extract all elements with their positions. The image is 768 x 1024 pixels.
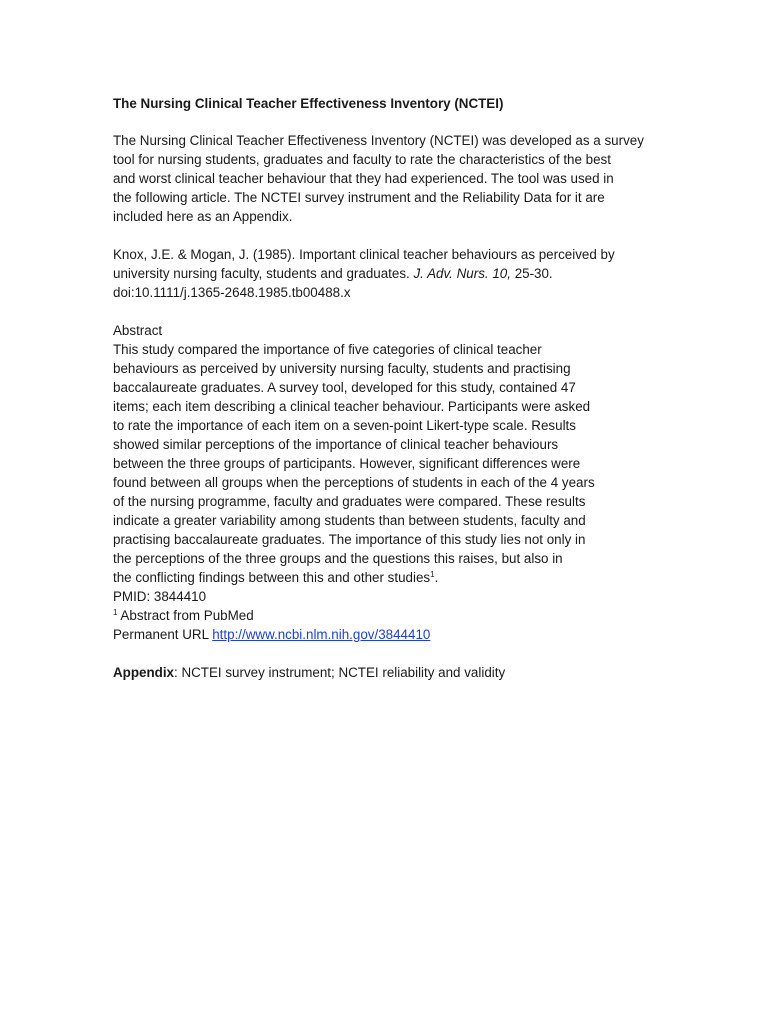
citation-journal: J. Adv. Nurs. 10,	[413, 266, 511, 281]
abstract-line: the perceptions of the three groups and the questions this raises, but also in	[113, 551, 563, 566]
document-page	[113, 94, 658, 701]
abstract-period: .	[434, 570, 439, 585]
citation-source	[113, 264, 658, 283]
abstract-line: between the three groups of participants. However, significant differences were	[113, 456, 581, 471]
citation-doi: doi:10.1111/j.1365-2648.1985.tb00488.x	[113, 285, 351, 300]
citation-pages: 25-30.	[510, 266, 553, 281]
abstract-last-text: the conflicting findings between this and other studies	[113, 570, 431, 585]
abstract-line: This study compared the importance of five categories of clinical teacher	[113, 342, 542, 357]
intro-line: tool for nursing students, graduates and faculty to rate the characteristics of the best	[113, 152, 611, 167]
footnote-marker: 1	[430, 570, 435, 579]
citation-title-end: university nursing faculty, students and graduates.	[113, 266, 414, 281]
appendix-text: : NCTEI survey instrument; NCTEI reliability and validity	[174, 665, 506, 680]
abstract-line: practising baccalaureate graduates. The importance of this study lies not only in	[113, 532, 586, 547]
appendix-label: Appendix	[113, 665, 175, 680]
intro-line: the following article. The NCTEI survey instrument and the Reliability Data for it are	[113, 190, 605, 205]
footnote-number: 1	[113, 608, 118, 617]
abstract-line: behaviours as perceived by university nursing faculty, students and practising	[113, 361, 571, 376]
abstract-line: items; each item describing a clinical teacher behaviour. Participants were asked	[113, 399, 591, 414]
abstract-line: baccalaureate graduates. A survey tool, developed for this study, contained 47	[113, 380, 576, 395]
abstract-line: indicate a greater variability among students than between students, faculty and	[113, 513, 586, 528]
citation-authors: Knox, J.E. & Mogan, J. (1985). Important clinical teacher behaviours as perceived by	[113, 247, 615, 262]
intro-paragraph	[113, 131, 658, 226]
intro-line: included here as an Appendix.	[113, 209, 293, 224]
abstract-line: found between all groups when the perceptions of students in each of the 4 years	[113, 475, 595, 490]
abstract-line: showed similar perceptions of the importance of clinical teacher behaviours	[113, 437, 559, 452]
pmid: PMID: 3844410	[113, 589, 207, 604]
footnote-text: Abstract from PubMed	[117, 608, 254, 623]
intro-line: and worst clinical teacher behaviour that they had experienced. The tool was used in	[113, 171, 614, 186]
appendix-line	[113, 663, 658, 682]
abstract-line: to rate the importance of each item on a seven-point Likert-type scale. Results	[113, 418, 576, 433]
pubmed-link[interactable]: http://www.ncbi.nlm.nih.gov/3844410	[212, 627, 431, 642]
abstract-last-line	[113, 568, 658, 587]
permanent-url	[113, 625, 658, 644]
abstract-heading: Abstract	[113, 323, 163, 338]
abstract-section	[113, 321, 658, 644]
permanent-url-label: Permanent URL	[113, 627, 213, 642]
intro-line: The Nursing Clinical Teacher Effectiveness Inventory (NCTEI) was developed as a survey	[113, 133, 644, 148]
document-title: The Nursing Clinical Teacher Effectiveness Inventory (NCTEI)	[113, 96, 504, 111]
abstract-line: of the nursing programme, faculty and graduates were compared. These results	[113, 494, 586, 509]
footnote	[113, 606, 658, 625]
citation	[113, 245, 658, 302]
